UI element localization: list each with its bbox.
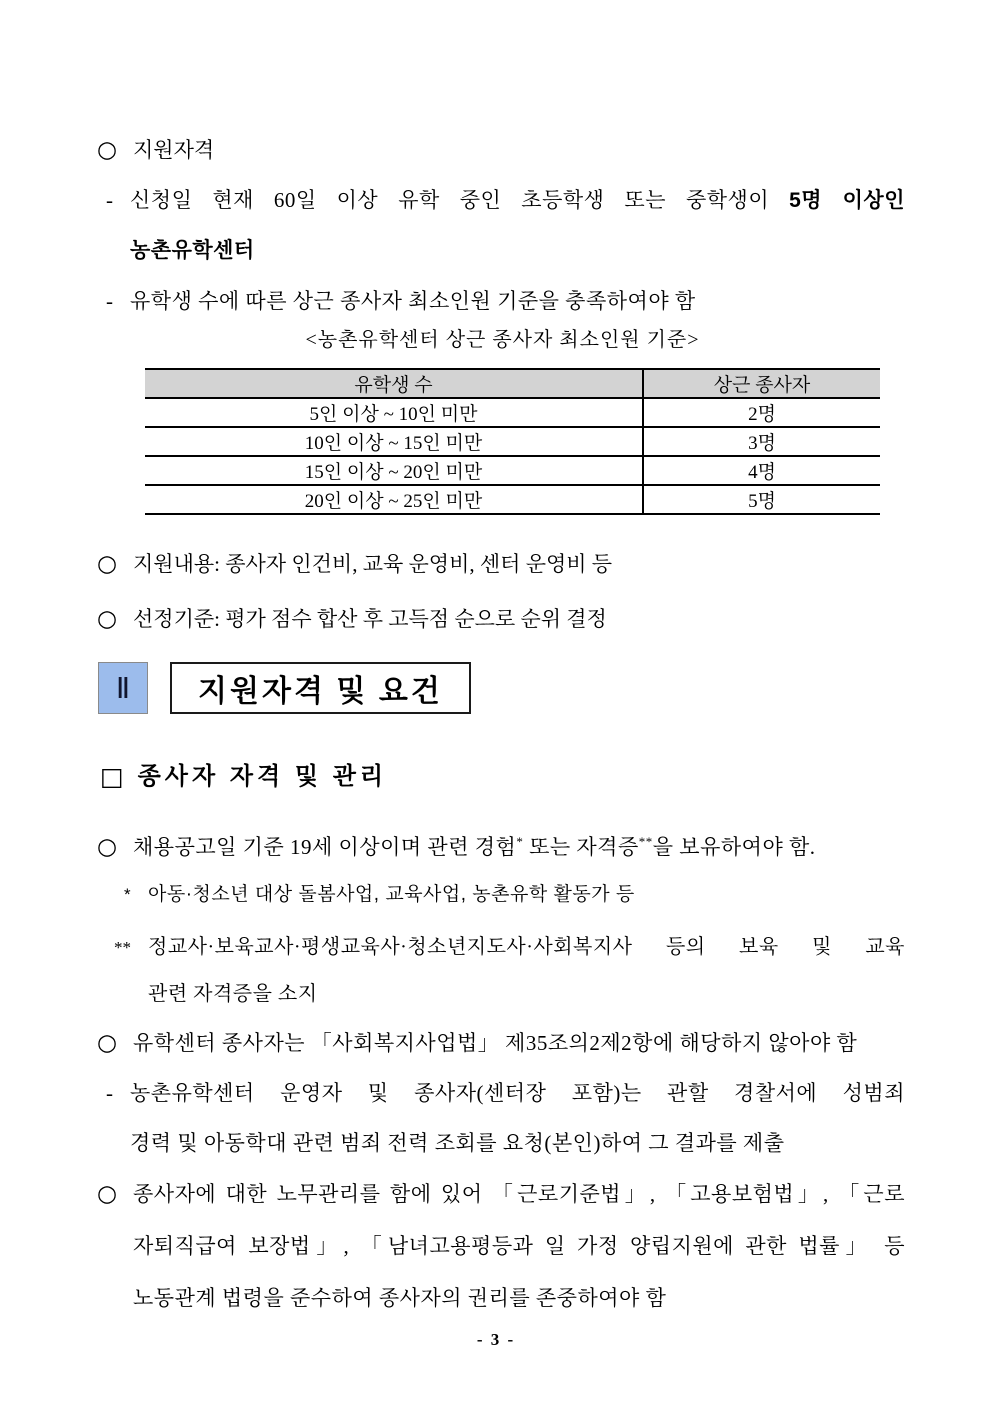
paragraph-line: [130, 175, 905, 226]
col-header-students: 유학생 수: [145, 369, 643, 398]
table-row: [145, 427, 880, 456]
footnote-1: [100, 872, 905, 918]
dash-item-criminal-check: [100, 1068, 905, 1168]
criminal-check-line2: 경력 및 아동학대 관련 범죄 전력 조회를 요청(본인)하여 그 결과를 제출: [130, 1131, 785, 1155]
section-title-box: [170, 662, 471, 714]
bullet-item-welfare-law: [97, 1018, 905, 1068]
bullet-item-labor-management: [97, 1168, 905, 1324]
footnote-2-line2: 관련 자격증을 소지: [148, 983, 318, 1005]
circle-bullet-icon: ○: [97, 137, 118, 163]
section-number-badge: Ⅱ: [98, 662, 148, 714]
dash-item-applicant: [100, 175, 905, 276]
cell-students-range: 20인 이상 ~ 25인 미만: [145, 485, 643, 514]
labor-line1: 종사자에 대한 노무관리를 함에 있어 「근로기준법」, 「고용보험법」, 「근로: [133, 1182, 905, 1206]
col-header-staff: 상근 종사자: [643, 369, 880, 398]
age-req-post: 을 보유하여야 함.: [652, 835, 816, 859]
dash-bullet-icon: -: [106, 289, 113, 313]
dash-item-staff-requirement: [100, 276, 905, 326]
cell-students-range: 15인 이상 ~ 20인 미만: [145, 456, 643, 485]
footnote-ref-2: **: [638, 834, 653, 849]
subheading-text: 종사자 자격 및 관리: [137, 763, 388, 790]
cell-staff-count: 3명: [643, 427, 880, 456]
circle-bullet-icon: ○: [97, 834, 118, 860]
bullet-item-age-requirement: [97, 822, 905, 872]
cell-students-range: 5인 이상 ~ 10인 미만: [145, 398, 643, 427]
criminal-check-line1: 농촌유학센터 운영자 및 종사자(센터장 포함)는 관할 경찰서에 성범죄: [130, 1081, 905, 1105]
support-content-text: 지원내용: 종사자 인건비, 교육 운영비, 센터 운영비 등: [133, 552, 613, 576]
paragraph-line: 유학생 수에 따른 상근 종사자 최소인원 기준을 충족하여야 함: [130, 289, 696, 313]
circle-bullet-icon: ○: [97, 606, 118, 632]
paragraph-line: [133, 822, 905, 872]
circle-bullet-icon: ○: [97, 1030, 118, 1056]
table-header-row: [145, 369, 880, 398]
double-asterisk-marker: **: [114, 938, 131, 957]
min-staff-table: [145, 368, 880, 515]
dash-bullet-icon: -: [106, 1081, 113, 1105]
age-req-pre: 채용공고일 기준 19세 이상이며 관련 경험: [133, 835, 517, 859]
paragraph-line: 농촌유학센터: [130, 239, 255, 262]
table-row: [145, 485, 880, 514]
footnote-1-text: 아동·청소년 대상 돌봄사업, 교육사업, 농촌유학 활동가 등: [148, 884, 635, 905]
circle-bullet-icon: ○: [97, 1181, 118, 1207]
table-row: [145, 456, 880, 485]
section-title: 지원자격 및 요건: [198, 675, 443, 708]
bullet-item-selection-criteria: [97, 594, 905, 644]
cell-staff-count: 4명: [643, 456, 880, 485]
square-bullet-icon: □: [100, 762, 124, 791]
labor-line2: 자퇴직급여 보장법」, 「남녀고용평등과 일 가정 양립지원에 관한 법률」 등: [133, 1234, 905, 1258]
cell-staff-count: 2명: [643, 398, 880, 427]
section-header: [98, 662, 905, 714]
age-req-mid: 또는 자격증: [523, 835, 639, 859]
footnote-2: [100, 924, 905, 1018]
cell-staff-count: 5명: [643, 485, 880, 514]
page-number: - 3 -: [476, 1330, 516, 1349]
qualification-heading: 지원자격: [133, 138, 215, 162]
applicant-text-regular: 신청일 현재 60일 이상 유학 중인 초등학생 또는 중학생이: [130, 188, 790, 212]
bullet-item-support-content: [97, 539, 905, 589]
dash-bullet-icon: -: [106, 188, 113, 212]
applicant-text-bold: 5명 이상인: [789, 189, 905, 212]
labor-line3: 노동관계 법령을 준수하여 종사자의 권리를 존중하여야 함: [133, 1286, 667, 1310]
table-row: [145, 398, 880, 427]
welfare-law-text: 유학센터 종사자는 「사회복지사업법」 제35조의2제2항에 해당하지 않아야 함: [133, 1031, 858, 1055]
subheading-staff-qualification: [100, 760, 905, 794]
bullet-item-qualification: [97, 125, 905, 175]
footnote-ref-1: *: [516, 834, 524, 849]
footnote-2-line1: 정교사·보육교사·평생교육사·청소년지도사·사회복지사 등의 보육 및 교육: [148, 936, 905, 958]
asterisk-marker: *: [124, 885, 131, 904]
cell-students-range: 10인 이상 ~ 15인 미만: [145, 427, 643, 456]
table-caption: <농촌유학센터 상근 종사자 최소인원 기준>: [305, 329, 700, 351]
selection-criteria-text: 선정기준: 평가 점수 합산 후 고득점 순으로 순위 결정: [133, 607, 607, 631]
circle-bullet-icon: ○: [97, 551, 118, 577]
